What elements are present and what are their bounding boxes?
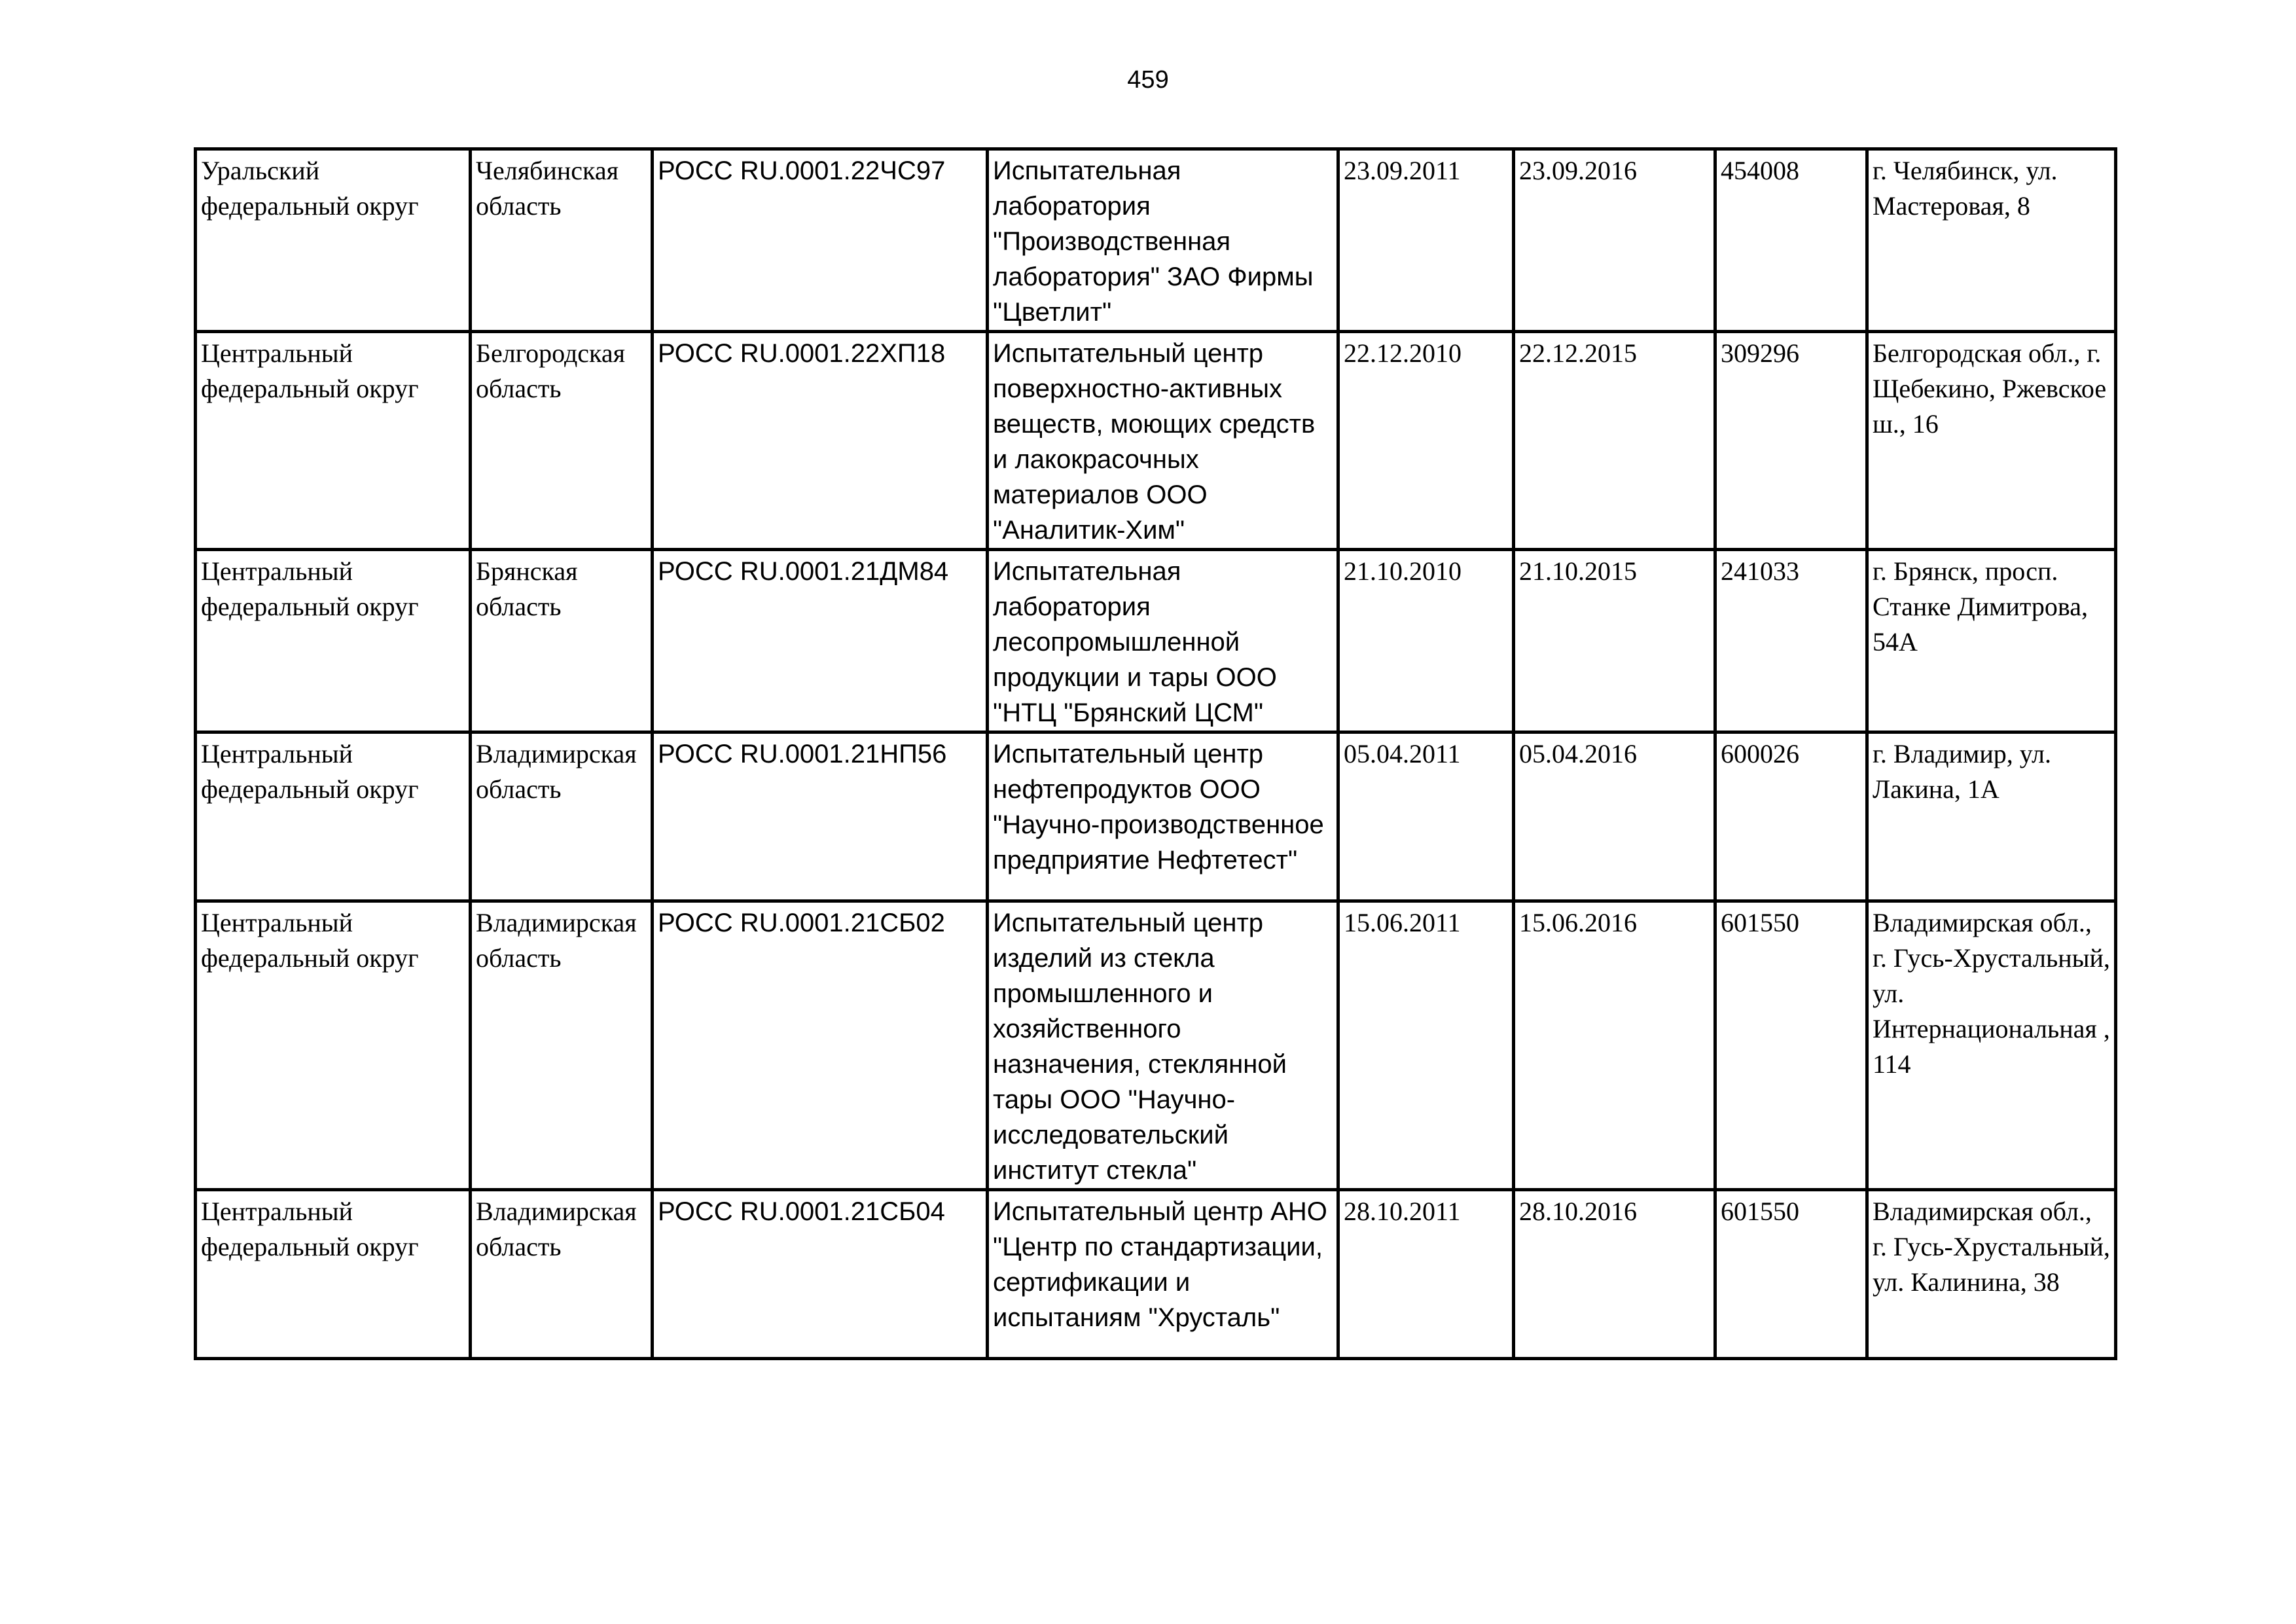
district-cell: Центральный федеральный округ [196,901,471,1190]
page-number: 459 [1127,66,1169,94]
organization-cell: Испытательный центр нефтепродуктов ООО "Научно-производственное предприятие Нефтетест" [988,732,1338,901]
date-from-cell: 15.06.2011 [1338,901,1514,1190]
date-to-cell: 22.12.2015 [1514,332,1715,550]
table-row [196,901,2116,1190]
date-from-cell: 22.12.2010 [1338,332,1514,550]
district-cell: Уральский федеральный округ [196,149,471,332]
postcode-cell: 309296 [1715,332,1867,550]
table-row [196,550,2116,732]
date-from-cell: 21.10.2010 [1338,550,1514,732]
region-cell: Белгородская область [471,332,653,550]
date-to-cell: 23.09.2016 [1514,149,1715,332]
region-cell: Брянская область [471,550,653,732]
region-cell: Челябинская область [471,149,653,332]
postcode-cell: 601550 [1715,1190,1867,1359]
registration-number-cell: РОСС RU.0001.21СБ04 [653,1190,988,1359]
organization-cell: Испытательная лаборатория "Производственная лаборатория" ЗАО Фирмы "Цветлит" [988,149,1338,332]
postcode-cell: 241033 [1715,550,1867,732]
address-cell: Владимирская обл., г. Гусь-Хрустальный, ул. Интернациональная , 114 [1867,901,2116,1190]
address-cell: Владимирская обл., г. Гусь-Хрустальный, ул. Калинина, 38 [1867,1190,2116,1359]
address-cell: г. Челябинск, ул. Мастеровая, 8 [1867,149,2116,332]
region-cell: Владимирская область [471,732,653,901]
date-to-cell: 28.10.2016 [1514,1190,1715,1359]
table-row [196,732,2116,901]
table-row [196,332,2116,550]
date-from-cell: 28.10.2011 [1338,1190,1514,1359]
organization-cell: Испытательный центр изделий из стекла промышленного и хозяйственного назначения, стеклянной тары ООО "Научно-исследовательский институт стекла" [988,901,1338,1190]
address-cell: Белгородская обл., г. Щебекино, Ржевское ш., 16 [1867,332,2116,550]
region-cell: Владимирская область [471,901,653,1190]
table-row [196,149,2116,332]
date-from-cell: 23.09.2011 [1338,149,1514,332]
registration-number-cell: РОСС RU.0001.22ЧС97 [653,149,988,332]
date-to-cell: 15.06.2016 [1514,901,1715,1190]
postcode-cell: 600026 [1715,732,1867,901]
organization-cell: Испытательный центр АНО "Центр по стандартизации, сертификации и испытаниям "Хрусталь" [988,1190,1338,1359]
registration-number-cell: РОСС RU.0001.21СБ02 [653,901,988,1190]
district-cell: Центральный федеральный округ [196,550,471,732]
postcode-cell: 454008 [1715,149,1867,332]
date-to-cell: 21.10.2015 [1514,550,1715,732]
organization-cell: Испытательная лаборатория лесопромышленной продукции и тары ООО "НТЦ "Брянский ЦСМ" [988,550,1338,732]
registration-number-cell: РОСС RU.0001.21ДМ84 [653,550,988,732]
region-cell: Владимирская область [471,1190,653,1359]
district-cell: Центральный федеральный округ [196,1190,471,1359]
address-cell: г. Владимир, ул. Лакина, 1А [1867,732,2116,901]
table-row [196,1190,2116,1359]
registration-number-cell: РОСС RU.0001.22ХП18 [653,332,988,550]
registry-table [194,147,2117,1360]
registration-number-cell: РОСС RU.0001.21НП56 [653,732,988,901]
date-from-cell: 05.04.2011 [1338,732,1514,901]
organization-cell: Испытательный центр поверхностно-активных веществ, моющих средств и лакокрасочных материалов ООО "Аналитик-Хим" [988,332,1338,550]
district-cell: Центральный федеральный округ [196,332,471,550]
district-cell: Центральный федеральный округ [196,732,471,901]
date-to-cell: 05.04.2016 [1514,732,1715,901]
address-cell: г. Брянск, просп. Станке Димитрова, 54А [1867,550,2116,732]
postcode-cell: 601550 [1715,901,1867,1190]
